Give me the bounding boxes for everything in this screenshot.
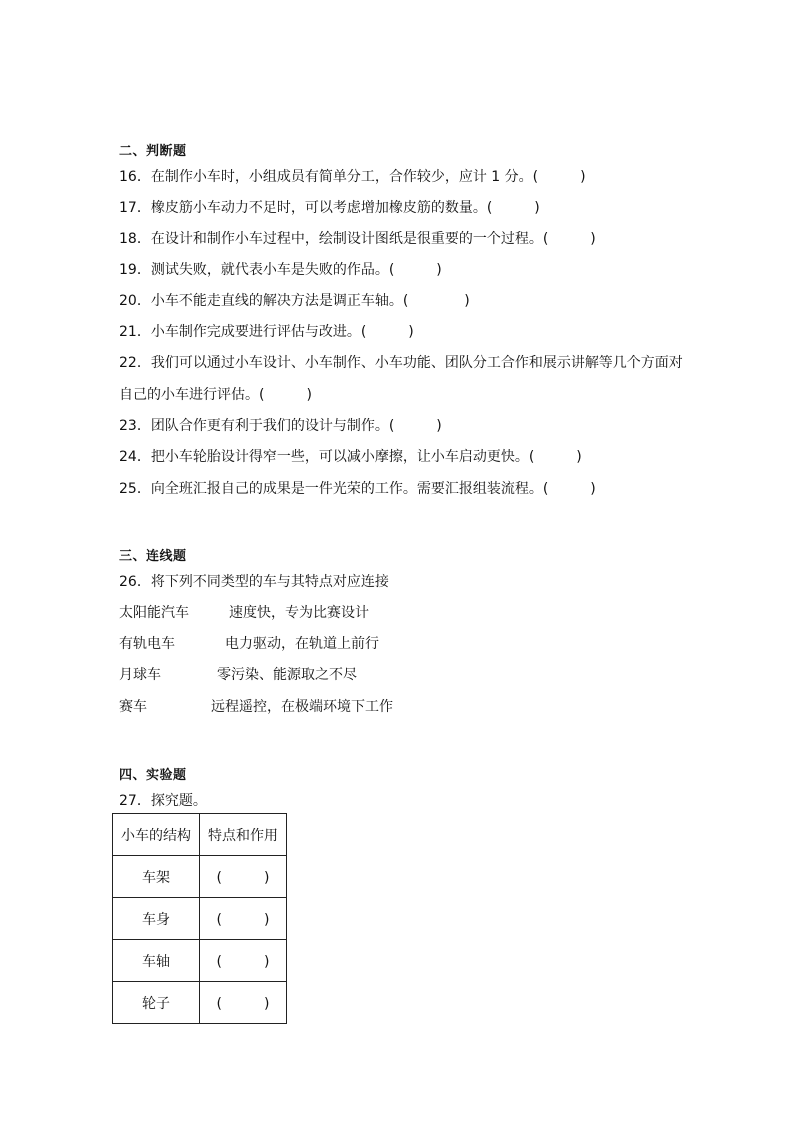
table-row <box>113 982 287 1024</box>
table-cell-part: 车轴 <box>113 940 200 982</box>
question-19: 19．测试失败，就代表小车是失败的作品。( ) <box>119 262 442 278</box>
match-pair-4 <box>119 696 393 716</box>
table-cell-part: 车架 <box>113 856 200 898</box>
question-23: 23．团队合作更有利于我们的设计与制作。( ) <box>119 418 442 434</box>
table-header-structure: 小车的结构 <box>113 814 200 856</box>
table-cell-answer-blank: ( ) <box>200 940 287 982</box>
question-26: 26．将下列不同类型的车与其特点对应连接 <box>119 574 389 590</box>
match-left-item: 太阳能汽车 <box>119 605 189 621</box>
table-cell-answer-blank: ( ) <box>200 898 287 940</box>
table-cell-part: 轮子 <box>113 982 200 1024</box>
table-cell-part: 车身 <box>113 898 200 940</box>
table-cell-answer-blank: ( ) <box>200 856 287 898</box>
table-row <box>113 898 287 940</box>
question-20: 20．小车不能走直线的解决方法是调正车轴。( ) <box>119 293 470 309</box>
match-right-item: 电力驱动，在轨道上前行 <box>225 636 379 652</box>
match-left-item: 月球车 <box>119 667 161 683</box>
question-16: 16．在制作小车时，小组成员有简单分工，合作较少，应计 1 分。( ) <box>119 169 586 185</box>
question-21: 21．小车制作完成要进行评估与改进。( ) <box>119 324 414 340</box>
match-pair-1 <box>119 602 369 622</box>
match-pair-2 <box>119 633 379 653</box>
question-24: 24．把小车轮胎设计得窄一些，可以减小摩擦，让小车启动更快。( ) <box>119 449 582 465</box>
question-25: 25．向全班汇报自己的成果是一件光荣的工作。需要汇报组装流程。( ) <box>119 481 596 497</box>
match-right-item: 速度快，专为比赛设计 <box>229 605 369 621</box>
match-left-item: 有轨电车 <box>119 636 175 652</box>
section-title-experiment: 四、实验题 <box>119 768 187 783</box>
question-17: 17．橡皮筋小车动力不足时，可以考虑增加橡皮筋的数量。( ) <box>119 200 540 216</box>
question-22-line-2: 自己的小车进行评估。( ) <box>119 387 312 403</box>
match-pair-3 <box>119 664 357 684</box>
table-header-feature: 特点和作用 <box>200 814 287 856</box>
match-right-item: 远程遥控，在极端环境下工作 <box>211 699 393 715</box>
section-title-judgement: 二、判断题 <box>119 144 187 159</box>
match-left-item: 赛车 <box>119 699 147 715</box>
table-cell-answer-blank: ( ) <box>200 982 287 1024</box>
table-row <box>113 940 287 982</box>
question-18: 18．在设计和制作小车过程中，绘制设计图纸是很重要的一个过程。( ) <box>119 231 596 247</box>
question-22-line-1: 22．我们可以通过小车设计、小车制作、小车功能、团队分工合作和展示讲解等几个方面对 <box>119 355 683 371</box>
table-row <box>113 856 287 898</box>
table-header-row <box>113 814 287 856</box>
explore-table <box>112 813 287 1024</box>
match-right-item: 零污染、能源取之不尽 <box>217 667 357 683</box>
question-27: 27．探究题。 <box>119 793 207 809</box>
section-title-matching: 三、连线题 <box>119 549 187 564</box>
